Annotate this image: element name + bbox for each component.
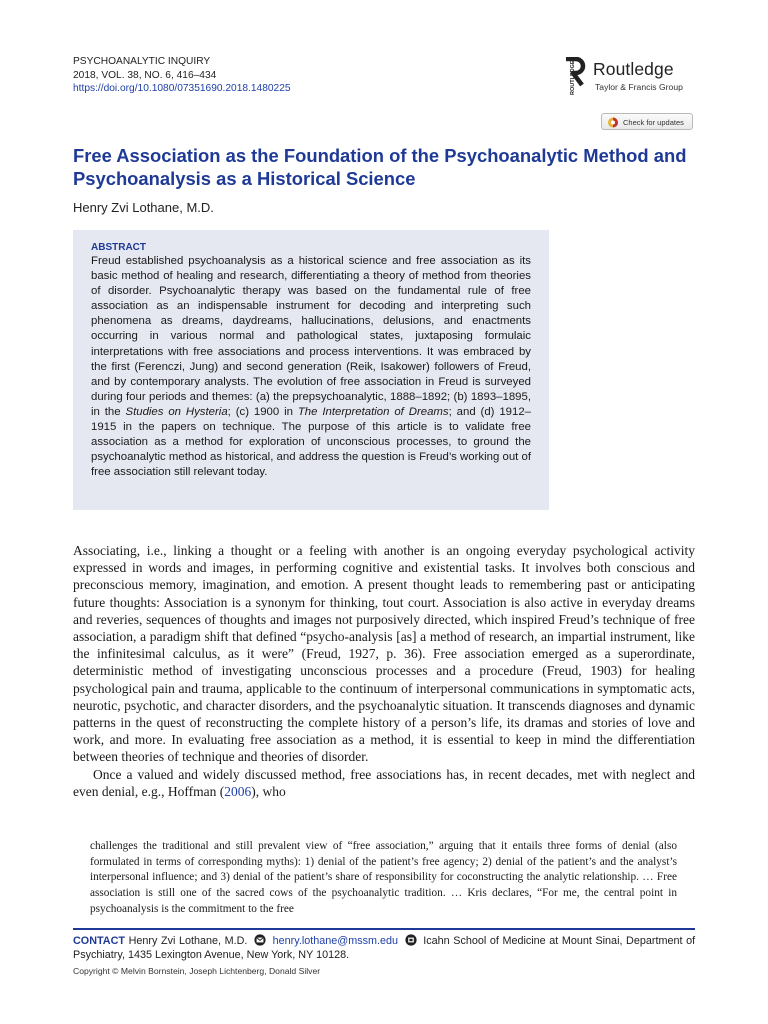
abstract-heading: ABSTRACT bbox=[91, 242, 146, 253]
block-quote: challenges the traditional and still prevalent view of “free association,” arguing that it entails three forms of denial (also formulated in terms of corresponding myths): 1) denial of the patient’s free agency; 2) denial of the patient’s and the analyst’s interpersonal influence; and 3) denial of the patient’s share of responsibility for coconstructing the analytic relationship. … Free association is still one of the sacred cows of the psychoanalytic tradition. … Kris declares, “For me, the central point in psychoanalysis is the commitment to the free bbox=[90, 840, 677, 915]
abstract-italic-title: The Interpretation of Dreams bbox=[297, 405, 449, 418]
doi-link[interactable]: https://doi.org/10.1080/07351690.2018.1480225 bbox=[73, 83, 291, 94]
abstract-italic-title: Studies on Hysteria bbox=[125, 405, 228, 418]
paragraph: Associating, i.e., linking a thought or a feeling with another is an ongoing everyday psychological activity expressed in words and images, in performing cognitive and existential tasks. It involves both conscious and preconscious memory, imagination, and emotion. A present thought leads to remembering past or anticipating future thoughts: Association is a synonym for thinking, tout court. Association is also active in everyday dreams and reveries, sequences of thoughts and images not purposively directed, which inspired Freud’s technique of free association, a paradigm shift that defined “psycho-analysis [as] a method of research, an impartial instrument, like the infinitesimal calculus, as it were” (Freud, 1927, p. 36). Free association emerged as a superordinate, deterministic method of investigating unconscious processes and a procedure (Freud, 1903) for healing psychological pain and trauma, applicable to the continuum of interpersonal communications in symptomatic acts, neurotic, psychotic, and character disorders, and the psychoanalytic situation. It transcends diagnoses and dynamic patterns in the quest of reconstructing the complete history of a person’s life, its dramas and stories of love and work, and more. In evaluating free association as a method, it is essential to keep in mind the differentiation between theories of technique and theories of disorder. bbox=[73, 543, 695, 765]
check-updates-label: Check for updates bbox=[623, 118, 684, 127]
abstract-text-part: ; and (d) 1912–1915 in the papers on technique. The purpose of this article is to validate free association as a method for exploration of unconscious processes, to ground the psychoanalytic method as historical, and address the question is Freud’s working out of free association still relevant today. bbox=[91, 405, 532, 479]
journal-issue: 2018, VOL. 38, NO. 6, 416–434 bbox=[73, 69, 217, 81]
abstract-text-part: ; (c) 1900 in bbox=[227, 405, 298, 418]
footer-rule bbox=[73, 928, 695, 930]
publisher-group: Taylor & Francis Group bbox=[595, 82, 683, 92]
contact-email[interactable]: henry.lothane@mssm.edu bbox=[272, 935, 399, 947]
contact-address: Icahn School of Medicine at Mount Sinai, Department of Psychiatry, 1435 Lexington Avenue, New York, NY 10128. bbox=[73, 935, 696, 961]
paragraph-text: ), who bbox=[251, 783, 286, 799]
routledge-logo-mark bbox=[563, 57, 589, 97]
journal-name: PSYCHOANALYTIC INQUIRY bbox=[73, 56, 211, 67]
email-icon bbox=[253, 934, 267, 946]
abstract-text bbox=[91, 254, 531, 480]
article-title: Free Association as the Foundation of the Psychoanalytic Method and Psychoanalysis as a Historical Science bbox=[73, 145, 687, 189]
address-icon bbox=[404, 934, 418, 946]
check-updates-button[interactable] bbox=[601, 113, 693, 130]
contact-name: Henry Zvi Lothane, M.D. bbox=[128, 935, 248, 947]
publisher-name: Routledge bbox=[593, 59, 674, 79]
copyright: Copyright © Melvin Bornstein, Joseph Lichtenberg, Donald Silver bbox=[73, 966, 321, 976]
check-updates-icon bbox=[607, 117, 619, 128]
abstract-text-part: Freud established psychoanalysis as a historical science and free association as its basic method of healing and research, differentiating a theory of method from theories of disorder. Psychoanalytic therapy was based on the fundamental rule of free association as an indispensable instrument for decoding and interpreting such phenomena as dreams, daydreams, hallucinations, delusions, and enactments occurring in various normal and pathological states, juxtaposing formulaic interpretations with free associations and process interventions. It was embraced by the first (Ferenczi, Jung) and second generation (Reik, Isakower) followers of Freud, and by contemporary analysts. The evolution of free association in Freud is surveyed during four periods and themes: (a) the prepsychoanalytic, 1888–1892; (b) 1893–1895, in the bbox=[91, 255, 531, 418]
paragraph-text: Once a valued and widely discussed method, free associations has, in recent decades, met with neglect and even denial, e.g., Hoffman ( bbox=[73, 766, 695, 799]
article-author: Henry Zvi Lothane, M.D. bbox=[73, 200, 214, 215]
contact-info bbox=[73, 934, 695, 963]
contact-label: CONTACT bbox=[73, 935, 125, 947]
logo-mark-text: ROUTLEDGE bbox=[570, 60, 576, 95]
citation-link[interactable]: 2006 bbox=[224, 783, 252, 799]
journal-info bbox=[73, 55, 291, 96]
paragraph bbox=[73, 766, 695, 800]
body-text bbox=[73, 542, 695, 800]
